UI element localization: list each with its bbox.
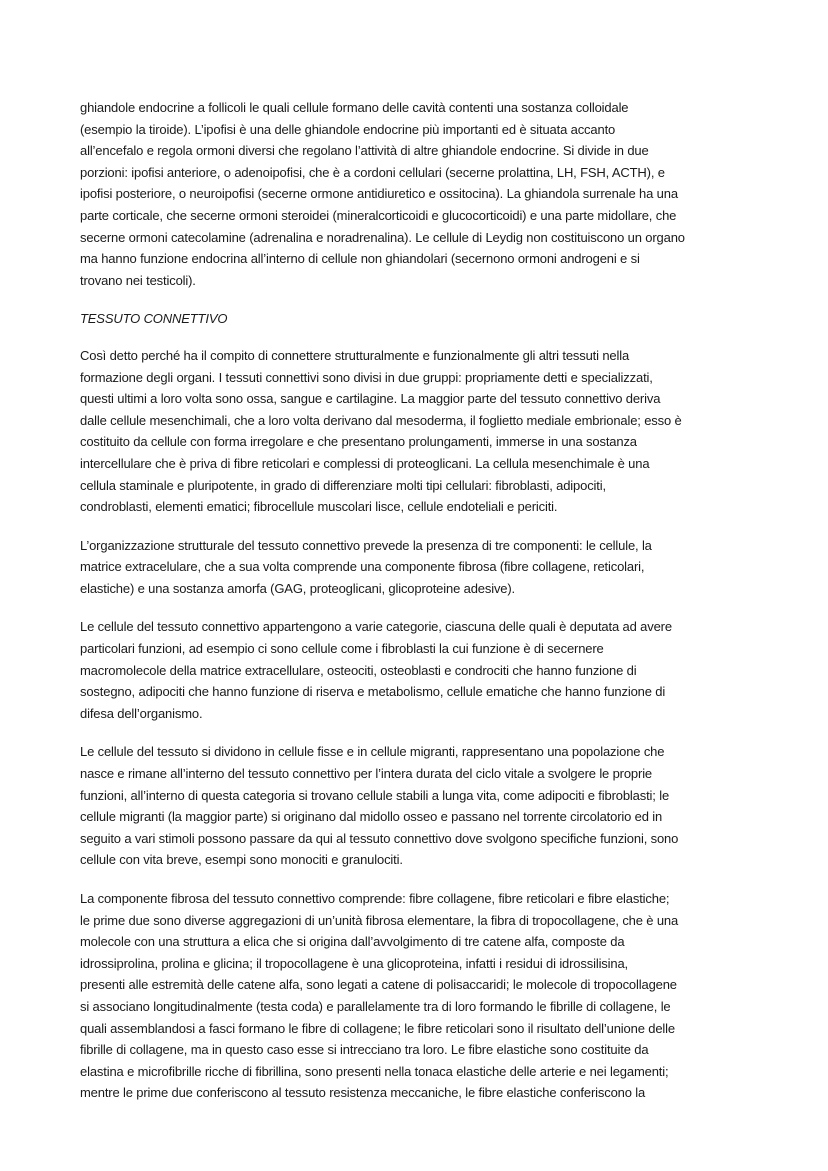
text-line: idrossiprolina, prolina e glicina; il tropocollagene è una glicoproteina, infatti i residui di idrossilisina, xyxy=(80,955,629,971)
text-line: porzioni: ipofisi anteriore, o adenoipofisi, che è a cordoni cellulari (secerne prolattina, LH, FSH, ACTH), e xyxy=(80,164,665,180)
text-line: elastina e microfibrille ricche di fibrillina, sono presenti nella tonaca elastiche delle arterie e nei legamenti; xyxy=(80,1063,669,1079)
text-line: condroblasti, elementi ematici; fibrocellule muscolari lisce, cellule endoteliali e periciti. xyxy=(80,499,558,515)
text-line: sostegno, adipociti che hanno funzione di riserva e metabolismo, cellule ematiche che hanno funzione di xyxy=(80,684,666,700)
paragraph xyxy=(80,888,780,1104)
text-line: ipofisi posteriore, o neuroipofisi (secerne ormone antidiuretico e ossitocina). La ghiandola surrenale ha una xyxy=(80,186,678,202)
text-line: intercellulare che è priva di fibre reticolari e complessi di proteoglicani. La cellula mesenchimale è una xyxy=(80,455,650,471)
text-line: costituito da cellule con forma irregolare e che presentano prolungamenti, immerse in una sostanza xyxy=(80,434,637,450)
text-line: fibrille di collagene, ma in questo caso esse si intrecciano tra loro. Le fibre elastiche sono costituite da xyxy=(80,1042,649,1058)
text-line: formazione degli organi. I tessuti connettivi sono divisi in due gruppi: propriamente detti e specializzati, xyxy=(80,369,653,385)
document-page xyxy=(80,97,780,1121)
text-line: questi ultimi a loro volta sono ossa, sangue e cartilagine. La maggior parte del tessuto connettivo deriva xyxy=(80,391,661,407)
paragraph xyxy=(80,741,780,871)
text-line: cellule con vita breve, esempi sono monociti e granulociti. xyxy=(80,852,403,868)
text-line: si associano longitudinalmente (testa coda) e parallelamente tra di loro formando le fibrille di collagene, le xyxy=(80,998,671,1014)
text-line: secerne ormoni catecolamine (adrenalina e noradrenalina). Le cellule di Leydig non costituiscono un organo xyxy=(80,229,685,245)
text-line: difesa dell’organismo. xyxy=(80,705,203,721)
text-line: parte corticale, che secerne ormoni steroidei (mineralcorticoidi e glucocorticoidi) e una parte midollare, che xyxy=(80,207,677,223)
text-line: Le cellule del tessuto si dividono in cellule fisse e in cellule migranti, rappresentano una popolazione che xyxy=(80,744,665,760)
text-line: (esempio la tiroide). L’ipofisi è una delle ghiandole endocrine più importanti ed è situata accanto xyxy=(80,121,616,137)
text-line: L’organizzazione strutturale del tessuto connettivo prevede la presenza di tre componenti: le cellule, la xyxy=(80,537,652,553)
text-line: cellule migranti (la maggior parte) si originano dal midollo osseo e passano nel torrente circolatorio ed in xyxy=(80,809,663,825)
text-line: presenti alle estremità delle catene alfa, sono legati a catene di polisaccaridi; le molecole di tropocollagene xyxy=(80,977,677,993)
text-line: molecole con una struttura a elica che si origina dall’avvolgimento di tre catene alfa, composte da xyxy=(80,934,625,950)
paragraph xyxy=(80,616,780,724)
text-line: mentre le prime due conferiscono al tessuto resistenza meccaniche, le fibre elastiche conferiscono la xyxy=(80,1085,646,1101)
text-line: Così detto perché ha il compito di connettere strutturalmente e funzionalmente gli altri tessuti nella xyxy=(80,347,630,363)
text-line: Le cellule del tessuto connettivo appartengono a varie categorie, ciascuna delle quali è deputata ad avere xyxy=(80,619,672,635)
section-heading: TESSUTO CONNETTIVO xyxy=(80,311,228,327)
text-line: quali assemblandosi a fasci formano le fibre di collagene; le fibre reticolari sono il risultato dell’unione delle xyxy=(80,1020,675,1036)
text-line: matrice extracelulare, che a sua volta comprende una componente fibrosa (fibre collagene, reticolari, xyxy=(80,559,645,575)
text-line: trovano nei testicoli). xyxy=(80,272,196,288)
text-line: dalle cellule mesenchimali, che a loro volta derivano dal mesoderma, il foglietto mediale embrionale; esso è xyxy=(80,412,682,428)
paragraph xyxy=(80,345,780,518)
text-line: cellula staminale e pluripotente, in grado di differenziare molti tipi cellulari: fibroblasti, adipociti, xyxy=(80,477,606,493)
text-line: all’encefalo e regola ormoni diversi che regolano l’attività di altre ghiandole endocrine. Si divide in due xyxy=(80,143,649,159)
text-line: seguito a vari stimoli possono passare da qui al tessuto connettivo dove svolgono specifiche funzioni, sono xyxy=(80,830,679,846)
paragraph xyxy=(80,97,780,291)
intro-section xyxy=(80,97,780,291)
text-line: le prime due sono diverse aggregazioni di un’unità fibrosa elementare, la fibra di tropocollagene, che è una xyxy=(80,912,679,928)
paragraph xyxy=(80,535,780,600)
text-line: macromolecole della matrice extracellulare, osteociti, osteoblasti e condrociti che hanno funzione di xyxy=(80,662,637,678)
text-line: particolari funzioni, ad esempio ci sono cellule come i fibroblasti la cui funzione è di secernere xyxy=(80,641,604,657)
text-line: La componente fibrosa del tessuto connettivo comprende: fibre collagene, fibre reticolari e fibre elastiche; xyxy=(80,891,670,906)
text-line: ma hanno funzione endocrina all’interno di cellule non ghiandolari (secernono ormoni androgeni e si xyxy=(80,251,640,267)
text-line: elastiche) e una sostanza amorfa (GAG, proteoglicani, glicoproteine adesive). xyxy=(80,580,516,596)
section-body xyxy=(80,345,780,1104)
text-line: nasce e rimane all’interno del tessuto connettivo per l’intera durata del ciclo vitale a svolgere le proprie xyxy=(80,766,653,782)
text-line: funzioni, all’interno di questa categoria si trovano cellule stabili a lunga vita, come adipociti e fibroblasti; le xyxy=(80,787,670,803)
text-line: ghiandole endocrine a follicoli le quali cellule formano delle cavità contenti una sostanza colloidale xyxy=(80,100,629,115)
